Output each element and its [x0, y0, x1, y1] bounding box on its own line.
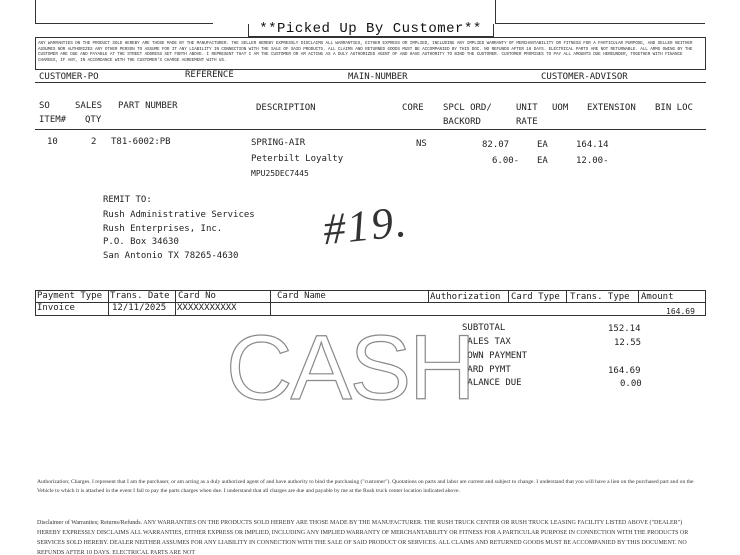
document-title: **Picked Up By Customer**	[259, 21, 482, 37]
reference-label: REFERENCE	[185, 70, 234, 80]
card-name-header: Card Name	[277, 291, 326, 301]
customer-po-label: CUSTOMER-PO	[39, 72, 99, 82]
payment-row-rule	[35, 315, 706, 316]
remit-line: Rush Enterprises, Inc.	[103, 224, 223, 234]
line-item-extension: 12.00-	[576, 156, 609, 166]
line-item-rate: 6.00-	[492, 156, 520, 166]
sales-tax-value: 12.55	[614, 338, 642, 348]
payment-col-border	[705, 290, 706, 315]
col-sales: SALES	[75, 101, 103, 111]
line-item-qty: 2	[91, 137, 97, 147]
payment-col-border	[428, 290, 429, 302]
payment-col-border	[175, 290, 176, 315]
col-unit: UNIT	[516, 103, 538, 113]
header-right-rule	[495, 23, 705, 24]
authorization-header: Authorization	[430, 292, 501, 302]
line-item-part: T81-6002:PB	[111, 137, 171, 147]
main-number-label: MAIN-NUMBER	[348, 72, 408, 82]
warranty-fine-print: ANY WARRANTIES ON THE PRODUCT SOLD HEREBY ARE THOSE MADE BY THE MANUFACTURER. THE SELLER HEREBY EXPRESSLY DISCLAIMS ALL WARRANTIES, EITHER EXPRESS OR IMPLIED, INCLUDING ANY IMPLIED WARRANTY OF MERCHANTABILITY OR FITNESS FOR A PARTICULAR PURPOSE, AND SELLER NEITHER ASSUMES NOR AUTHORIZES ANY OTHER PERSON TO ASSUME FOR IT ANY LIABILITY IN CONNECTION WITH THE SALE OF SAID PRODUCTS. ALL CLAIMS AND RETURNED GOODS MUST BE ACCOMPANIED BY THIS DOC. NO REFUNDS AFTER 10 DAYS. ELECTRICAL PARTS ARE NOT RETURNABLE. ALL ARMS OWING BY THE CUSTOMER ARE DUE AND PAYABLE AT THE STREET ADDRESS SET FORTH ABOVE. I REPRESENT THAT I AM THE CUSTOMER OR AM ACTING AS A DULY AUTHORIZED AGENT OF AND HAVE AUTHORITY TO BIND THE CUSTOMER. CUSTOMER PROMISES TO PAY ALL AMOUNTS DUE HEREUNDER, TOGETHER WITH FINANCE CHARGES, IF ANY, IN ACCORDANCE WITH THE CUSTOMER'S CHARGE AGREEMENT WITH US.	[38, 41, 693, 63]
line-item-description: SPRING-AIR	[251, 138, 306, 148]
col-uom: UOM	[552, 103, 569, 113]
line-item-core: NS	[416, 139, 427, 149]
col-extension: EXTENSION	[587, 103, 636, 113]
amount-value: 164.69	[666, 307, 695, 316]
col-item: ITEM#	[39, 115, 67, 125]
payment-col-border	[566, 290, 567, 302]
col-qty: QTY	[85, 115, 102, 125]
col-part-number: PART NUMBER	[118, 101, 178, 111]
card-pymt-label: CARD PYMT	[462, 365, 511, 375]
balance-due-label: BALANCE DUE	[462, 378, 522, 388]
ref-row-rule	[35, 82, 706, 83]
card-no-value: XXXXXXXXXXX	[177, 303, 237, 313]
col-so: SO	[39, 101, 50, 111]
col-spcl-ord: SPCL ORD/	[443, 103, 492, 113]
payment-col-border	[638, 290, 639, 302]
balance-due-value: 0.00	[620, 379, 642, 389]
trans-date-header: Trans. Date	[110, 291, 170, 301]
trans-date-value: 12/11/2025	[112, 303, 167, 313]
cash-stamp: CASH	[226, 317, 474, 419]
line-item-rate: 82.07	[482, 140, 510, 150]
line-item-so: 10	[47, 137, 58, 147]
trans-type-header: Trans. Type	[570, 292, 630, 302]
payment-col-border	[35, 290, 36, 315]
col-bin-loc: BIN LOC	[655, 103, 693, 113]
col-backord: BACKORD	[443, 117, 481, 127]
card-type-header: Card Type	[511, 292, 560, 302]
remit-line: San Antonio TX 78265-4630	[103, 251, 239, 261]
remit-line: P.O. Box 34630	[103, 237, 179, 247]
authorization-text: Authorization; Charges. I represent that I am the purchaser, or am acting as a duly authorized agent of and have authority to bind the purchasing ("customer"). Quotations on parts and labor are current and subject to change. I understand that you will have a lien on the purchased part and on the Vehicle to which it is attached in the event I fail to pay the parts charges when due. I understand that all charges are due and payable by me at the Rush truck center location indicated above.	[37, 479, 694, 494]
handwritten-note: #19.	[320, 196, 411, 255]
line-item-extension: 164.14	[576, 140, 609, 150]
down-payment-label: DOWN PAYMENT	[462, 351, 528, 361]
line-item-uom: EA	[537, 140, 548, 150]
line-item-description: Peterbilt Loyalty	[251, 154, 344, 164]
sales-tax-label: SALES TAX	[462, 337, 511, 347]
line-item-uom: EA	[537, 156, 548, 166]
col-rate: RATE	[516, 117, 538, 127]
header-right-border	[495, 0, 496, 24]
payment-type-value: Invoice	[37, 303, 75, 313]
card-pymt-value: 164.69	[608, 366, 641, 376]
subtotal-value: 152.14	[608, 324, 641, 334]
disclaimer-text: Disclaimer of Warranties; Returns/Refunds. ANY WARRANTIES ON THE PRODUCTS SOLD HEREBY ARE THOSE MADE BY THE MANUFACTURER. THE RUSH TRUCK CENTER OR RUSH TRUCK LEASING FACILITY LISTED ABOVE ("DEALER") HEREBY EXPRESSLY DISCLAIMS ALL WARRANTIES, EITHER EXPRESS OR IMPLIED, INCLUDING ANY IMPLIED WARRANTY OF MERCHANTABILITY OR FITNESS FOR A PARTICULAR PURPOSE IN CONNECTION WITH THE PRODUCTS OR SERVICES SOLD HEREBY. DEALER NEITHER ASSUMES FOR ANY LIABILITY IN CONNECTION WITH THE SALE OF SAID PRODUCT OR SERVICES. ALL CLAIMS AND RETURNED GOODS MUST BE ACCOMPANIED BY THIS DOCUMENT. NO REFUNDS AFTER 10 DAYS. ELECTRICAL PARTS ARE NOT	[37, 520, 689, 555]
amount-header: Amount	[641, 292, 674, 302]
col-description: DESCRIPTION	[256, 103, 316, 113]
col-core: CORE	[402, 103, 424, 113]
header-left-border	[35, 0, 36, 24]
payment-type-header: Payment Type	[37, 291, 103, 301]
remit-line: Rush Administrative Services	[103, 210, 255, 220]
title-right-border	[493, 24, 494, 37]
subtotal-label: SUBTOTAL	[462, 323, 506, 333]
header-left-rule	[35, 23, 213, 24]
remit-heading: REMIT TO:	[103, 195, 152, 205]
customer-advisor-label: CUSTOMER-ADVISOR	[541, 72, 628, 82]
payment-col-border	[508, 290, 509, 302]
card-no-header: Card No	[178, 291, 216, 301]
payment-col-border	[108, 290, 109, 315]
line-item-description: MPU25DEC7445	[251, 169, 309, 178]
payment-col-border	[270, 290, 271, 315]
column-header-rule	[35, 129, 706, 130]
